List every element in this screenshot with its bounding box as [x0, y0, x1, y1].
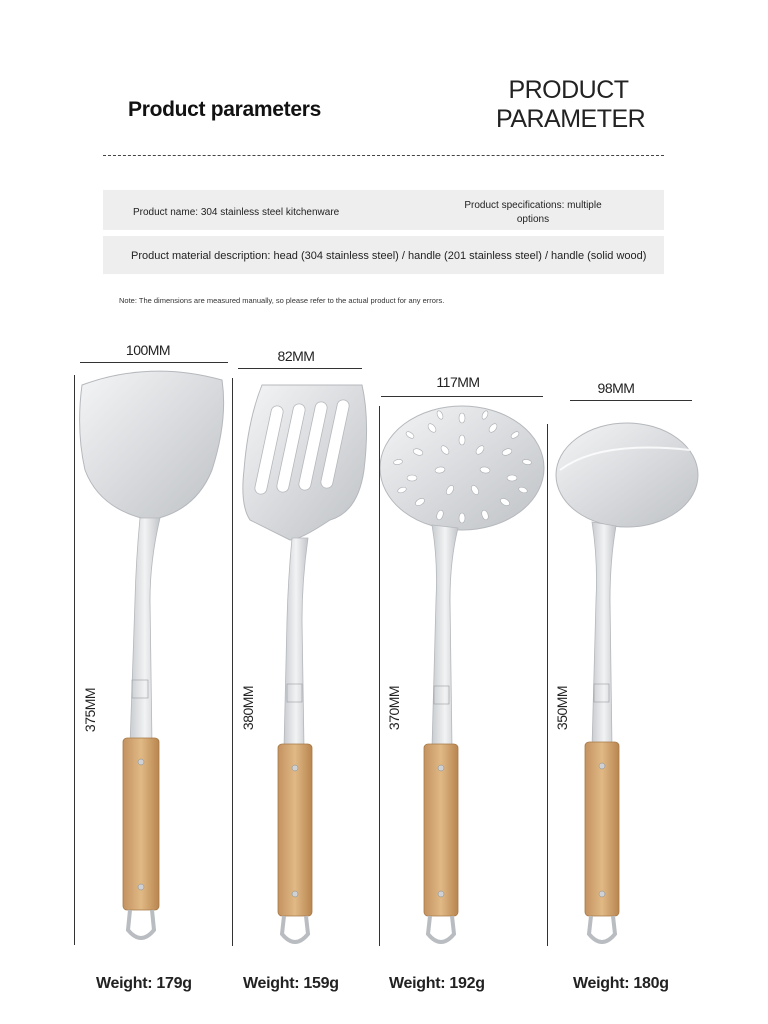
title-en-line2: PARAMETER — [496, 105, 646, 133]
spatula-hanging-loop — [282, 916, 308, 942]
ladle-bowl — [556, 423, 698, 527]
ladle-utensil — [556, 423, 698, 942]
turner-head — [80, 371, 224, 520]
length-line-ladle — [547, 424, 548, 946]
turner-neck — [130, 518, 160, 745]
spatula-rivet-bottom — [292, 891, 298, 897]
width-line-skimmer — [381, 396, 543, 397]
width-label-skimmer: 117MM — [436, 374, 480, 390]
turner-utensil — [80, 371, 224, 938]
skimmer-hanging-loop — [428, 916, 454, 942]
width-line-ladle — [570, 400, 692, 401]
skimmer-neck — [432, 525, 458, 748]
ladle-hanging-loop — [589, 916, 615, 942]
turner-rivet-bottom — [138, 884, 144, 890]
length-line-spatula — [232, 378, 233, 946]
weight-ladle: Weight: 180g — [573, 975, 669, 992]
turner-hanging-loop — [128, 910, 154, 938]
product-material: Product material description: head (304 stainless steel) / handle (201 stainless steel) / handle (solid wood) — [131, 250, 647, 262]
spatula-neck — [284, 538, 308, 748]
ladle-rivet-bottom — [599, 891, 605, 897]
slotted-spatula-utensil — [243, 385, 367, 942]
ladle-neck — [592, 522, 616, 748]
skimmer-rivet-top — [438, 765, 444, 771]
length-label-skimmer: 370MM — [386, 685, 402, 731]
width-label-ladle: 98MM — [597, 380, 635, 396]
skimmer-head — [380, 406, 544, 530]
product-name: Product name: 304 stainless steel kitchenware — [133, 207, 340, 218]
title-en-line1: PRODUCT — [508, 76, 629, 104]
spatula-rivet-top — [292, 765, 298, 771]
turner-rivet-top — [138, 759, 144, 765]
length-label-ladle: 350MM — [554, 685, 570, 731]
measurement-note: Note: The dimensions are measured manually, so please refer to the actual product for any errors. — [119, 296, 445, 305]
weight-turner: Weight: 179g — [96, 975, 192, 992]
length-label-spatula: 380MM — [240, 685, 256, 731]
product-specifications: Product specifications: multiple options — [464, 200, 602, 225]
width-line-spatula — [238, 368, 362, 369]
weight-spatula: Weight: 159g — [243, 975, 339, 992]
ladle-rivet-top — [599, 763, 605, 769]
width-line-turner — [80, 362, 228, 363]
width-label-turner: 100MM — [125, 342, 171, 358]
length-line-skimmer — [379, 406, 380, 946]
width-label-spatula: 82MM — [277, 348, 315, 364]
weight-skimmer: Weight: 192g — [389, 975, 485, 992]
skimmer-rivet-bottom — [438, 891, 444, 897]
length-line-turner — [74, 375, 75, 945]
skimmer-utensil — [380, 406, 544, 942]
length-label-turner: 375MM — [82, 687, 98, 733]
title-product-parameters: Product parameters — [128, 98, 322, 121]
